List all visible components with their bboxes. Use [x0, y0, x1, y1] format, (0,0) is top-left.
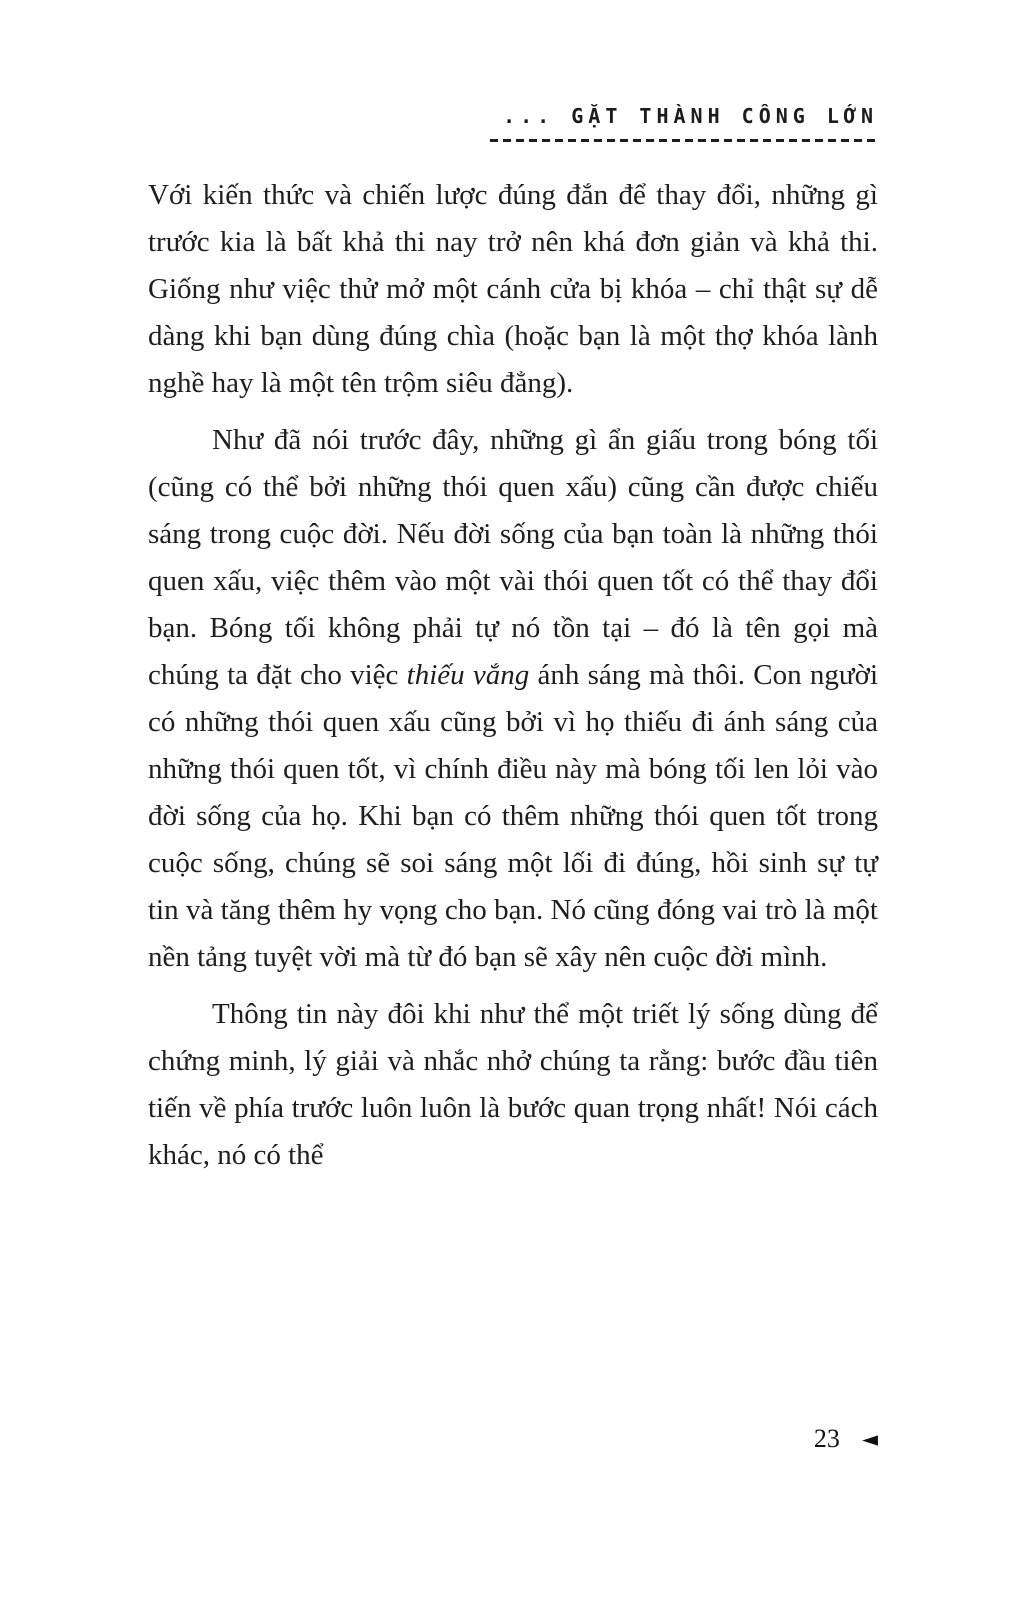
dashed-divider: [490, 139, 878, 142]
running-head-title: ... GẶT THÀNH CÔNG LỚN: [503, 104, 878, 128]
paragraph: [148, 417, 878, 981]
page-number: 23: [813, 1424, 840, 1453]
page-body: [148, 172, 878, 1179]
paragraph: Thông tin này đôi khi như thể một triết lý sống dùng để chứng minh, lý giải và nhắc nhở chúng ta rằng: bước đầu tiên tiến về phía trước luôn luôn là bước quan trọng nhất! Nói cách khác, nó có thể: [148, 998, 878, 1171]
paragraph-text: Như đã nói trước đây, những gì ẩn giấu trong bóng tối (cũng có thể bởi những thói quen xấu) cũng cần được chiếu sáng trong cuộc đời. Nếu đời sống của bạn toàn là những thói quen xấu, việc thêm vào một vài thói quen tốt có thể thay đổi bạn. Bóng tối không phải tự nó tồn tại – đó là tên gọi mà chúng ta đặt cho việc: [148, 424, 878, 691]
paragraph: Với kiến thức và chiến lược đúng đắn để thay đổi, những gì trước kia là bất khả thi nay trở nên khá đơn giản và khả thi. Giống như việc thử mở một cánh cửa bị khóa – chỉ thật sự dễ dàng khi bạn dùng đúng chìa (hoặc bạn là một thợ khóa lành nghề hay là một tên trộm siêu đẳng).: [148, 179, 878, 399]
page-footer: [814, 1424, 878, 1454]
page-corner-triangle-icon: ◄: [861, 1426, 878, 1451]
page-header: [148, 104, 878, 142]
paragraph-text: ánh sáng mà thôi. Con người có những thói quen xấu cũng bởi vì họ thiếu đi ánh sáng của những thói quen tốt, vì chính điều này mà bóng tối len lỏi vào đời sống của họ. Khi bạn có thêm những thói quen tốt trong cuộc sống, chúng sẽ soi sáng một lối đi đúng, hồi sinh sự tự tin và tăng thêm hy vọng cho bạn. Nó cũng đóng vai trò là một nền tảng tuyệt vời mà từ đó bạn sẽ xây nên cuộc đời mình.: [148, 659, 879, 973]
italic-phrase: thiếu vắng: [406, 659, 530, 691]
